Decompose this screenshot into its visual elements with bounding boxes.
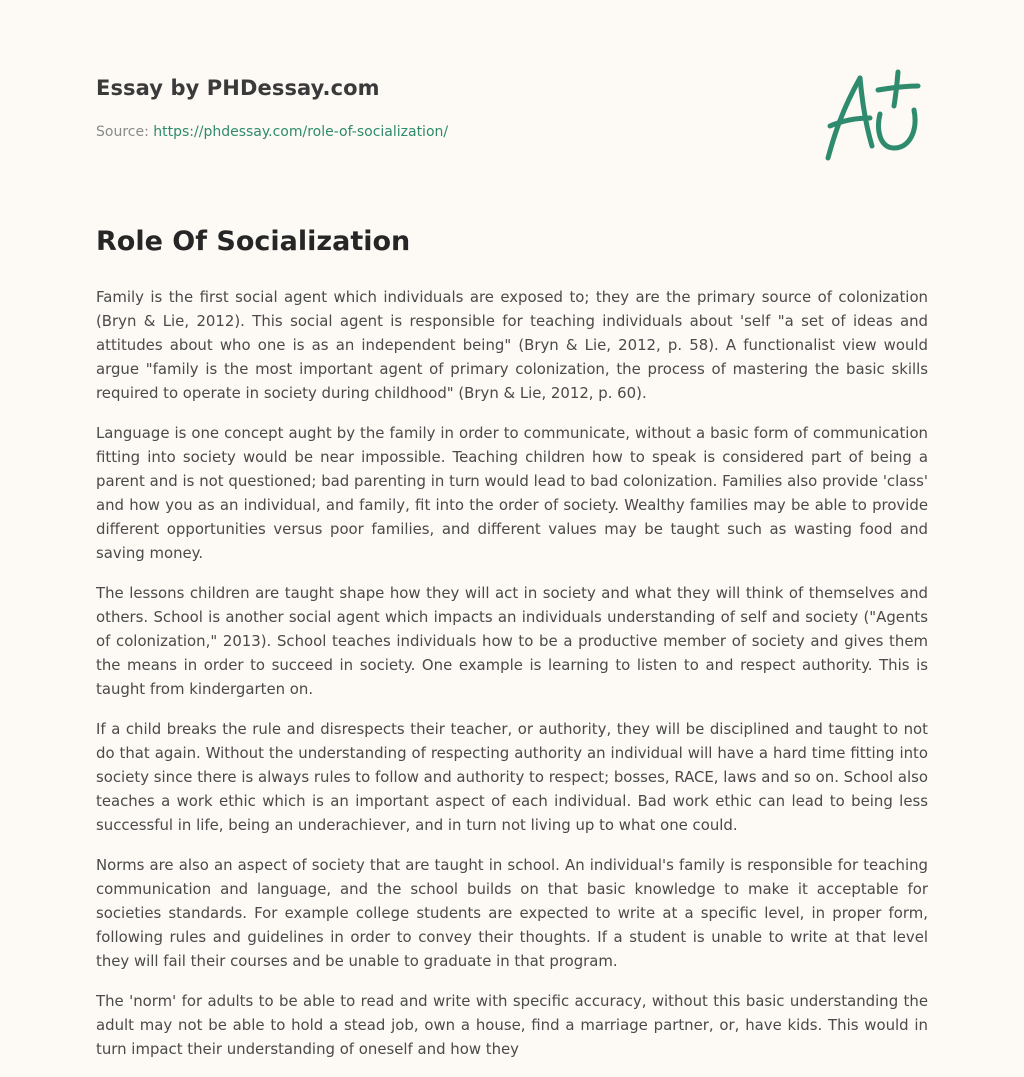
source-label: Source:	[96, 124, 149, 140]
essay-paragraph: Norms are also an aspect of society that are taught in school. An individual's family is responsible for teaching communication and language, and the school builds on that basic knowledge to make it acceptable for societies standards. For example college students are expected to write at a specific level, in proper form, following rules and guidelines in order to convey their thoughts. If a student is unable to write at that level they will fail their courses and be unable to graduate in that program.	[96, 856, 928, 970]
source-link[interactable]: https://phdessay.com/role-of-socialization/	[153, 124, 449, 140]
essay-paragraph: Language is one concept aught by the family in order to communicate, without a basic form of communication fitting into society would be near impossible. Teaching children how to speak is considered part of being a parent and is not questioned; bad parenting in turn would lead to bad colonization. Families also provide 'class' and how you as an individual, and family, fit into the order of society. Wealthy families may be able to provide different opportunities versus poor families, and different values may be taught such as wasting food and saving money.	[96, 424, 928, 562]
site-title: Essay by PHDessay.com	[96, 76, 380, 100]
a-plus-logo-icon	[820, 66, 928, 166]
source-line	[96, 124, 448, 140]
essay-title: Role Of Socialization	[96, 226, 411, 257]
essay-paragraph: If a child breaks the rule and disrespects their teacher, or authority, they will be disciplined and taught to not do that again. Without the understanding of respecting authority an individual will have a hard time fitting into society since there is always rules to follow and authority to respect; bosses, RACE, laws and so on. School also teaches a work ethic which is an important aspect of each individual. Bad work ethic can lead to being less successful in life, being an underachiever, and in turn not living up to what one could.	[96, 720, 928, 834]
essay-page	[96, 0, 928, 1058]
essay-paragraph: The 'norm' for adults to be able to read and write with specific accuracy, without this basic understanding the adult may not be able to hold a stead job, own a house, find a marriage partner, or, have kids. This would in turn impact their understanding of oneself and how they	[96, 992, 928, 1058]
essay-paragraph: The lessons children are taught shape how they will act in society and what they will think of themselves and others. School is another social agent which impacts an individuals understanding of self and society ("Agents of colonization," 2013). School teaches individuals how to be a productive member of society and gives them the means in order to succeed in society. One example is learning to listen to and respect authority. This is taught from kindergarten on.	[96, 584, 928, 698]
header	[96, 0, 928, 200]
essay-paragraph: Family is the first social agent which individuals are exposed to; they are the primary source of colonization (Bryn & Lie, 2012). This social agent is responsible for teaching individuals about 'self "a set of ideas and attitudes about who one is as an independent being" (Bryn & Lie, 2012, p. 58). A functionalist view would argue "family is the most important agent of primary colonization, the process of mastering the basic skills required to operate in society during childhood" (Bryn & Lie, 2012, p. 60).	[96, 288, 928, 402]
essay-body	[96, 285, 928, 1077]
